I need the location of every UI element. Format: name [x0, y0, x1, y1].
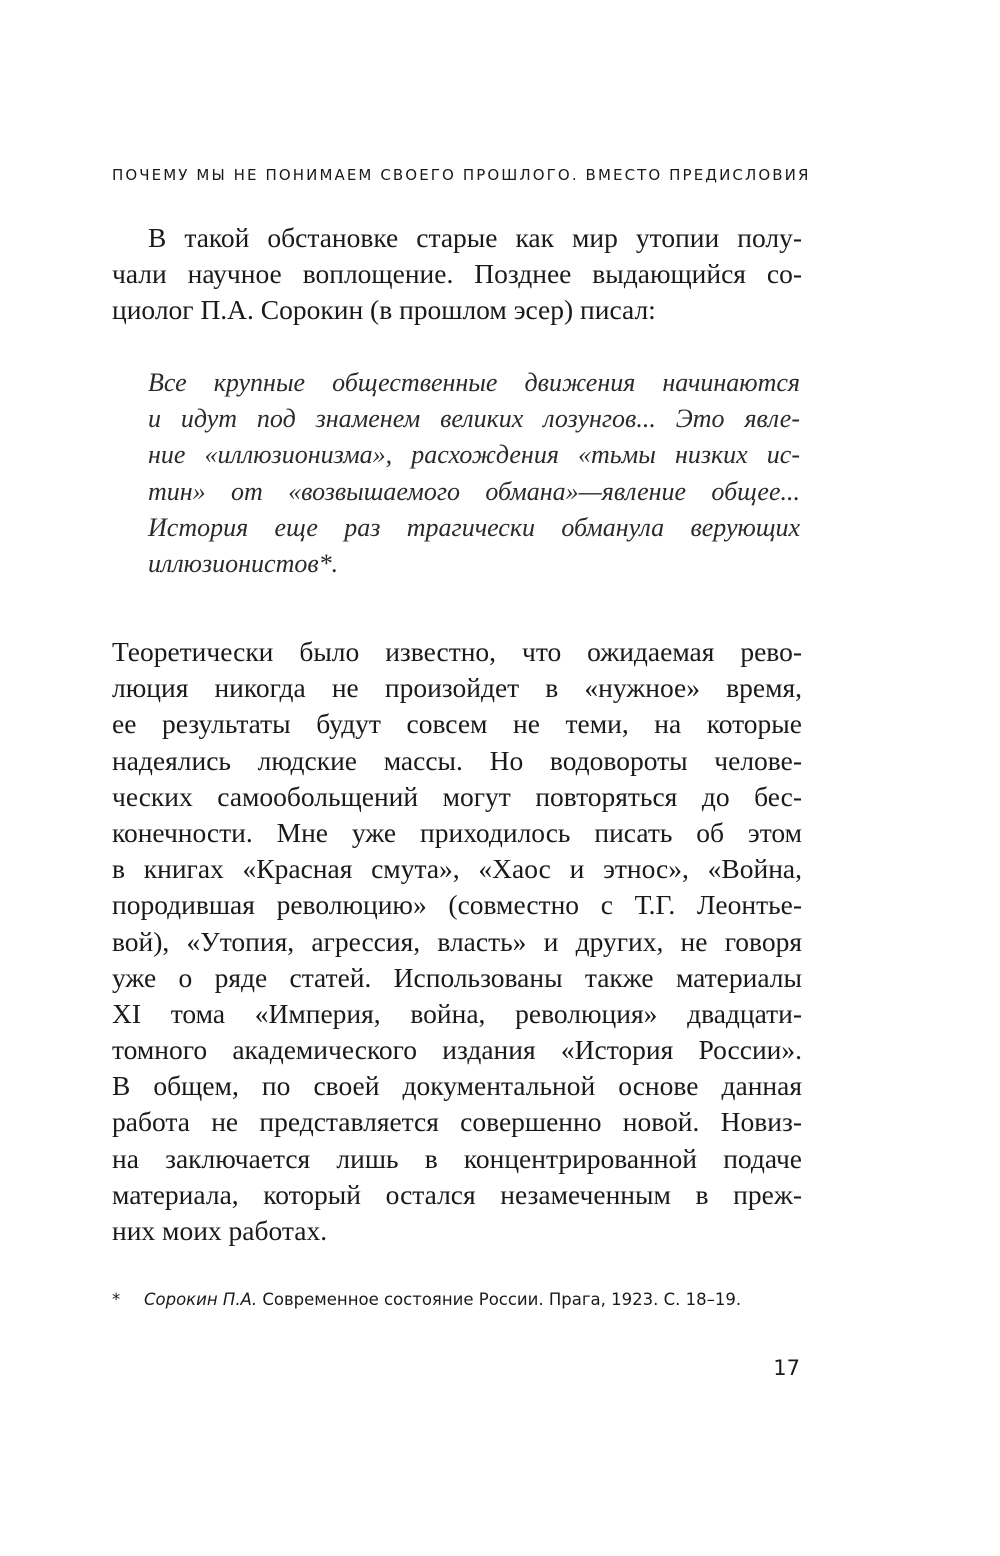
text-line: люция никогда не произойдет в «нужное» время, [112, 672, 802, 704]
text-line: уже о ряде статей. Использованы также материалы [112, 961, 802, 993]
text-line: В общем, по своей документальной основе данная [112, 1070, 802, 1102]
quote-line: тин» от «возвышаемого обмана»—явление общее... [148, 476, 800, 506]
text-line: ческих самообольщений могут повторяться до бес- [112, 780, 802, 812]
footnote-mark: * [112, 1290, 121, 1309]
text-line: надеялись людские массы. Но водовороты челове- [112, 744, 802, 776]
text-line: чали научное воплощение. Позднее выдающийся со- [112, 258, 802, 290]
text-line: в книгах «Красная смута», «Хаос и этнос», «Война, [112, 853, 802, 885]
text-line: конечности. Мне уже приходилось писать об этом [112, 816, 802, 848]
quote-line: ние «иллюзионизма», расхождения «тьмы низких ис- [148, 440, 800, 470]
quote-line: История еще раз трагически обманула верующих [148, 512, 800, 542]
text-line: В такой обстановке старые как мир утопии полу- [148, 222, 802, 253]
text-line: вой), «Утопия, агрессия, власть» и других, не говоря [112, 925, 802, 957]
footnote-author: Сорокин П.А. [144, 1290, 258, 1309]
quote-line: иллюзионистов*. [148, 548, 339, 578]
paragraph-intro [112, 220, 802, 329]
block-quote [148, 365, 800, 582]
text-line: ее результаты будут совсем не теми, на которые [112, 708, 802, 740]
text-line: томного академического издания «История России». [112, 1034, 802, 1066]
text-line: Теоретически было известно, что ожидаемая рево- [112, 636, 802, 667]
text-line: работа не представляется совершенно новой. Новиз- [112, 1106, 802, 1138]
text-line: них моих работах. [112, 1215, 328, 1246]
footnote [112, 1290, 741, 1309]
quote-line: Все крупные общественные движения начинаются [148, 368, 800, 397]
text-line: на заключается лишь в концентрированной подаче [112, 1142, 802, 1174]
paragraph-main [112, 634, 802, 1249]
text-line: породившая революцию» (совместно с Т.Г. Леонтье- [112, 889, 802, 921]
text-line: циолог П.А. Сорокин (в прошлом эсер) писал: [112, 294, 656, 326]
quote-line: и идут под знаменем великих лозунгов... Это явле- [148, 404, 800, 434]
text-line: материала, который остался незамеченным в преж- [112, 1178, 802, 1210]
page-number: 17 [773, 1356, 800, 1380]
footnote-text: Современное состояние России. Прага, 1923. С. 18–19. [257, 1290, 742, 1309]
text-line: XI тома «Империя, война, революция» двадцати- [112, 997, 802, 1029]
running-head: ПОЧЕМУ МЫ НЕ ПОНИМАЕМ СВОЕГО ПРОШЛОГО. ВМЕСТО ПРЕДИСЛОВИЯ [112, 166, 811, 184]
